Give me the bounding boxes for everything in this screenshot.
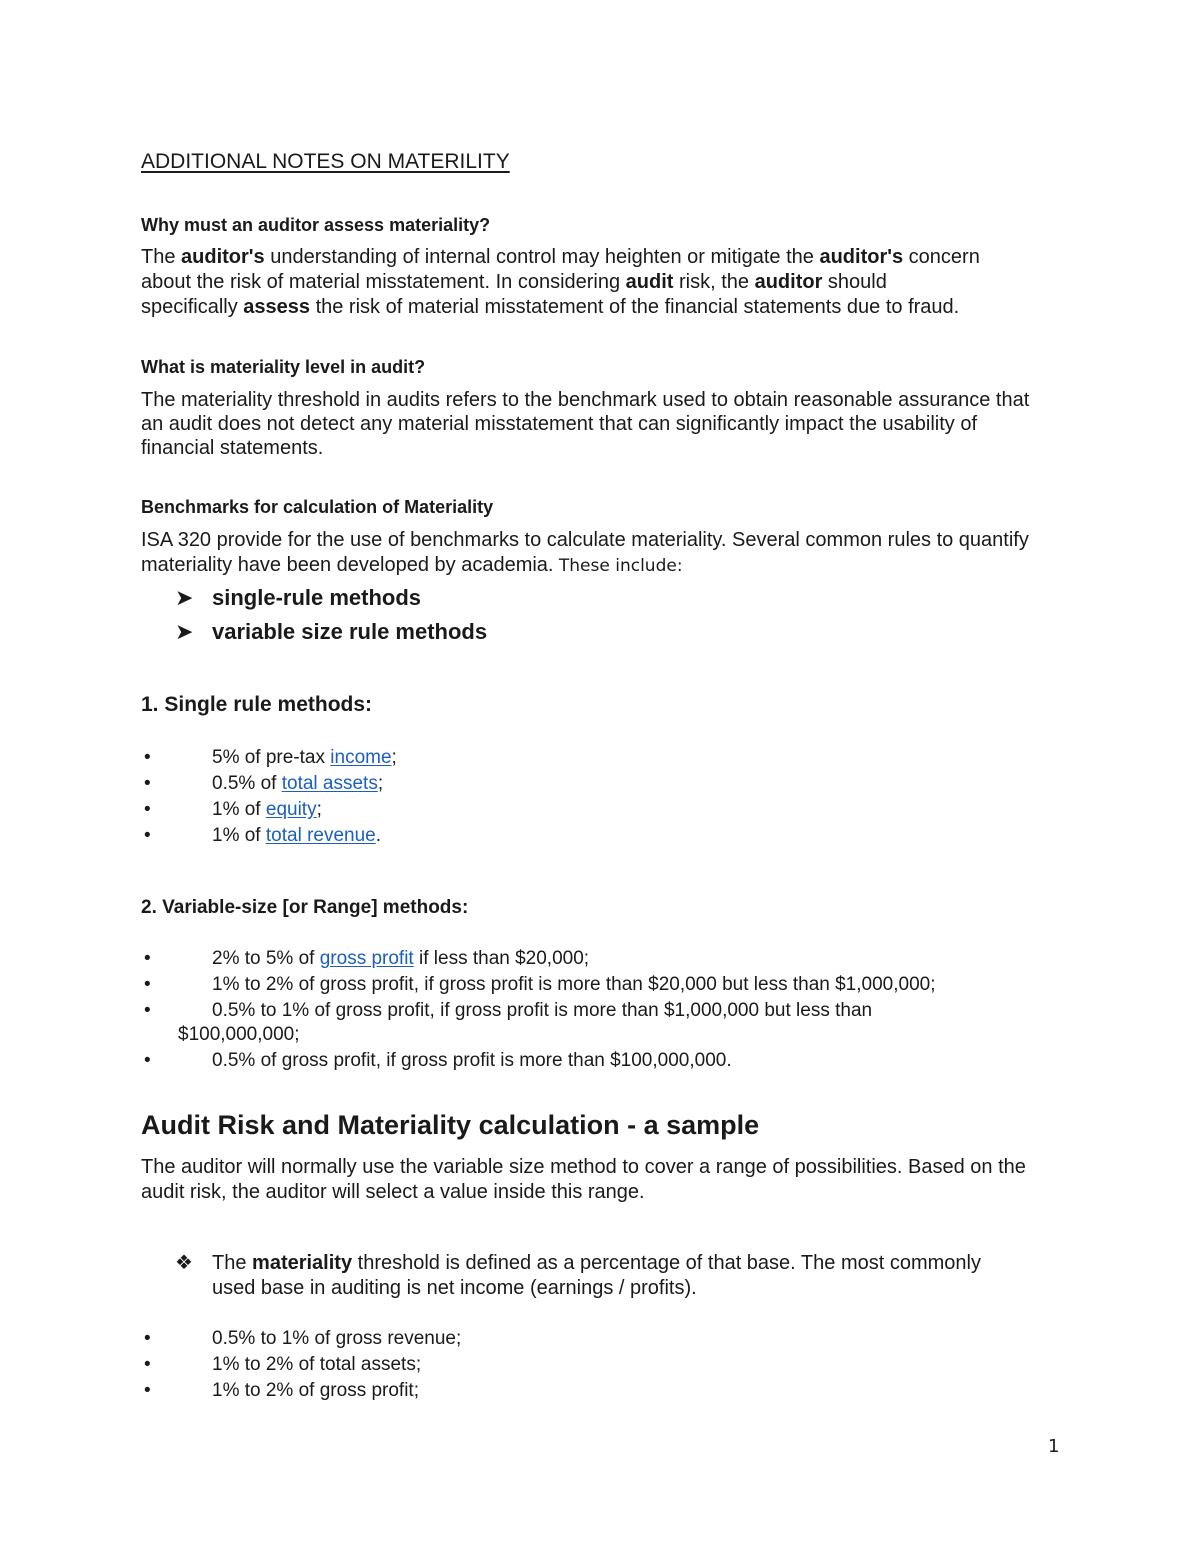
list-item: • 0.5% of total assets; (144, 773, 384, 794)
bullet-icon: • (144, 747, 151, 768)
diamond-list-item: ❖ The materiality threshold is defined as a percentage of that base. The most commonly used base in auditing is net income (earnings / profits). (175, 1252, 981, 1299)
bullet-icon: • (144, 1000, 151, 1021)
diamond-bullet-icon: ❖ (175, 1252, 193, 1274)
bullet-icon: • (144, 1050, 151, 1071)
list-item: • 0.5% of gross profit, if gross profit is more than $100,000,000. (144, 1050, 732, 1071)
equity-link[interactable]: equity (265, 799, 317, 820)
question-heading-materiality-level: What is materiality level in audit? (141, 357, 426, 377)
section-heading-sample: Audit Risk and Materiality calculation - a sample (141, 1110, 760, 1140)
question-heading-benchmarks: Benchmarks for calculation of Materiality (141, 497, 494, 517)
list-item: • 1% of equity; (144, 799, 322, 820)
answer-line: specifically assess the risk of material misstatement of the financial statements due to fraud. (141, 296, 960, 318)
document-title: ADDITIONAL NOTES ON MATERILITY (141, 150, 510, 173)
bullet-icon: • (144, 825, 151, 846)
list-item: • 5% of pre-tax income; (144, 747, 397, 768)
list-item: • 0.5% to 1% of gross revenue; (144, 1328, 462, 1349)
list-item: • 2% to 5% of gross profit if less than $20,000; (144, 948, 590, 969)
list-item: • 0.5% to 1% of gross profit, if gross profit is more than $1,000,000 but less than $100,000,000; (144, 1000, 873, 1045)
total-revenue-link[interactable]: total revenue (265, 825, 376, 846)
bullet-icon: • (144, 773, 151, 794)
list-item: • 1% to 2% of total assets; (144, 1354, 422, 1375)
bullet-icon: • (144, 1328, 151, 1349)
answer-line: materiality have been developed by academia. These include: (141, 554, 683, 576)
bullet-icon: • (144, 974, 151, 995)
list-item: ➤ single-rule methods (175, 585, 422, 610)
arrow-bullet-icon: ➤ (175, 585, 194, 610)
bullet-icon: • (144, 1380, 151, 1401)
list-item: • 1% of total revenue. (144, 825, 382, 846)
page-number: 1 (1048, 1436, 1060, 1457)
arrow-bullet-icon: ➤ (175, 619, 194, 644)
answer-line: financial statements. (141, 437, 324, 459)
gross-profit-link[interactable]: gross profit (319, 948, 414, 969)
list-item: • 1% to 2% of gross profit, if gross profit is more than $20,000 but less than $1,000,000; (144, 974, 936, 995)
paragraph-line: audit risk, the auditor will select a value inside this range. (141, 1181, 645, 1203)
answer-line: The auditor's understanding of internal control may heighten or mitigate the auditor's concern (141, 246, 980, 268)
answer-line: The materiality threshold in audits refers to the benchmark used to obtain reasonable assurance that (141, 389, 1030, 411)
section-heading-single-rule: 1. Single rule methods: (141, 693, 373, 716)
income-link[interactable]: income (330, 747, 392, 768)
bullet-icon: • (144, 948, 151, 969)
paragraph-line: The auditor will normally use the variable size method to cover a range of possibilities. Based on the (141, 1156, 1026, 1178)
list-item: • 1% to 2% of gross profit; (144, 1380, 419, 1401)
bullet-icon: • (144, 1354, 151, 1375)
answer-line: ISA 320 provide for the use of benchmarks to calculate materiality. Several common rules to quantify (141, 529, 1029, 551)
bullet-icon: • (144, 799, 151, 820)
total-assets-link[interactable]: total assets (281, 773, 378, 794)
question-heading-why-assess: Why must an auditor assess materiality? (141, 215, 491, 235)
answer-line: an audit does not detect any material misstatement that can significantly impact the usability of (141, 413, 977, 435)
answer-line: about the risk of material misstatement. In considering audit risk, the auditor should (141, 271, 887, 293)
list-item: ➤ variable size rule methods (175, 619, 488, 644)
section-heading-variable-size: 2. Variable-size [or Range] methods: (141, 897, 469, 918)
